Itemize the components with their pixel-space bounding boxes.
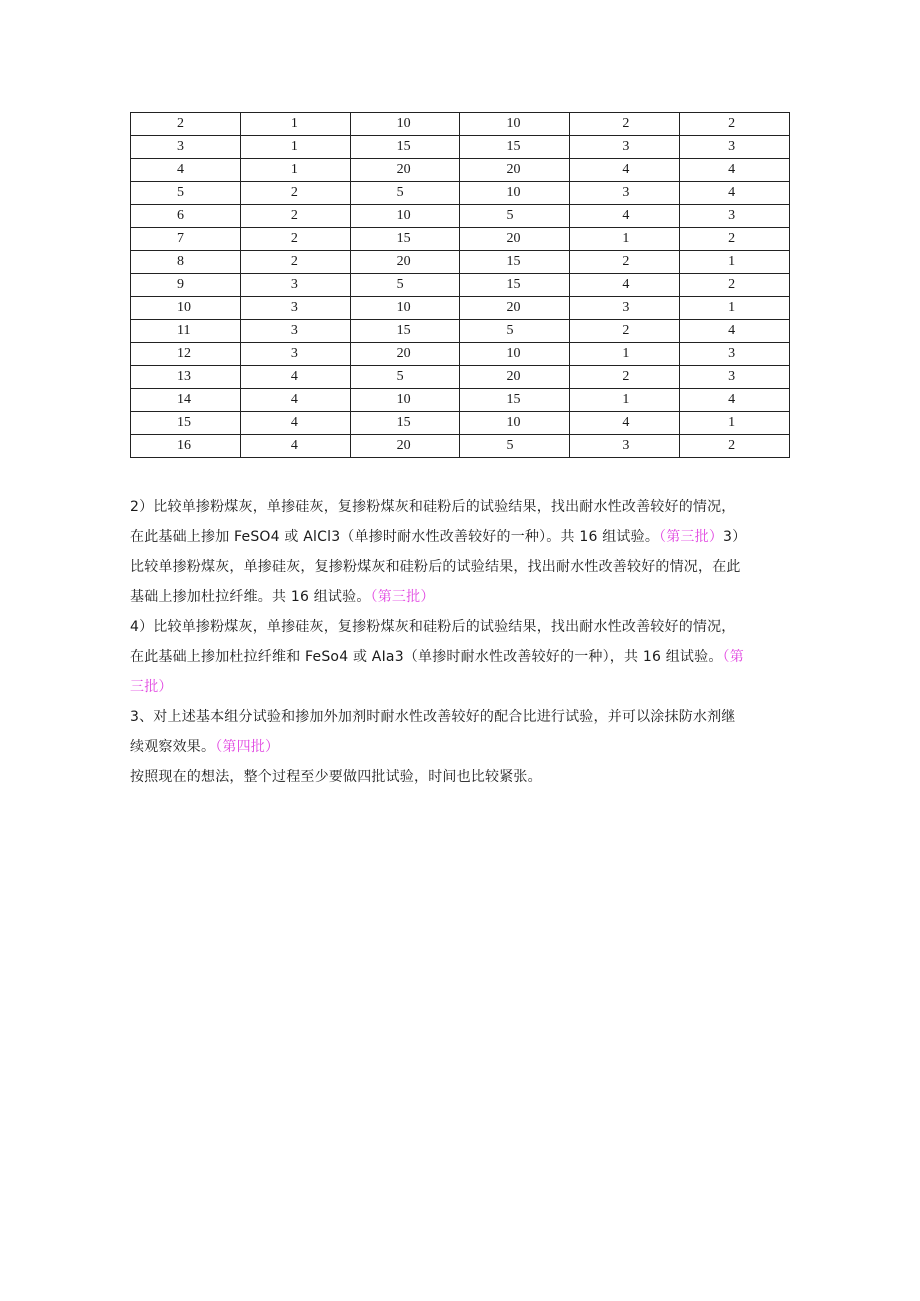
table-cell: 2 — [680, 228, 790, 251]
paragraph-text: 比较单掺粉煤灰，单掺硅灰，复掺粉煤灰和硅粉后的试验结果，找出耐水性改善较好的情况，在此 — [130, 559, 741, 575]
table-cell: 2 — [570, 113, 680, 136]
table-cell: 3 — [131, 136, 241, 159]
table-cell: 10 — [460, 412, 570, 435]
batch-note: （第 — [722, 649, 744, 665]
table-row — [131, 366, 790, 389]
table-cell: 3 — [240, 320, 350, 343]
table-row — [131, 389, 790, 412]
table-cell: 4 — [570, 205, 680, 228]
table-cell: 20 — [460, 297, 570, 320]
table-cell: 2 — [240, 205, 350, 228]
table-cell: 3 — [240, 297, 350, 320]
table-cell: 3 — [680, 343, 790, 366]
table-cell: 10 — [460, 182, 570, 205]
body-text — [130, 492, 792, 792]
table-cell: 10 — [350, 297, 460, 320]
table-cell: 2 — [570, 366, 680, 389]
paragraph-text: 2）比较单掺粉煤灰，单掺硅灰，复掺粉煤灰和硅粉后的试验结果，找出耐水性改善较好的情况， — [130, 499, 736, 515]
table-cell: 10 — [131, 297, 241, 320]
table-cell: 15 — [131, 412, 241, 435]
table-cell: 3 — [680, 136, 790, 159]
table-cell: 20 — [350, 159, 460, 182]
table-cell: 2 — [240, 182, 350, 205]
paragraph-text: 按照现在的想法，整个过程至少要做四批试验，时间也比较紧张。 — [130, 769, 542, 785]
table-row — [131, 113, 790, 136]
paragraph-2 — [130, 492, 792, 612]
table-cell: 2 — [570, 251, 680, 274]
table-cell: 3 — [570, 297, 680, 320]
table-row — [131, 159, 790, 182]
table-cell: 2 — [680, 113, 790, 136]
table-cell: 11 — [131, 320, 241, 343]
paragraph-text: 4）比较单掺粉煤灰，单掺硅灰，复掺粉煤灰和硅粉后的试验结果，找出耐水性改善较好的情况， — [130, 619, 736, 635]
table-cell: 9 — [131, 274, 241, 297]
table-cell: 5 — [350, 366, 460, 389]
table-cell: 1 — [240, 136, 350, 159]
table-row — [131, 435, 790, 458]
experiment-table-body — [131, 113, 790, 458]
table-cell: 15 — [460, 389, 570, 412]
batch-note: （第三批） — [370, 589, 435, 605]
table-cell: 10 — [460, 113, 570, 136]
table-cell: 5 — [460, 320, 570, 343]
paragraph-text: 在此基础上掺加 FeSO4 或 AlCl3（单掺时耐水性改善较好的一种）。共 16 组试验。 — [130, 529, 660, 545]
table-cell: 1 — [570, 343, 680, 366]
table-cell: 10 — [350, 205, 460, 228]
table-cell: 16 — [131, 435, 241, 458]
table-cell: 20 — [350, 435, 460, 458]
table-cell: 3 — [570, 435, 680, 458]
table-cell: 10 — [350, 113, 460, 136]
table-row — [131, 182, 790, 205]
table-cell: 4 — [240, 366, 350, 389]
table-cell: 3 — [680, 366, 790, 389]
table-cell: 12 — [131, 343, 241, 366]
table-cell: 20 — [350, 343, 460, 366]
table-cell: 20 — [460, 228, 570, 251]
table-cell: 20 — [460, 366, 570, 389]
table-cell: 20 — [350, 251, 460, 274]
table-cell: 3 — [570, 182, 680, 205]
batch-note: （第三批） — [659, 529, 724, 545]
table-cell: 4 — [570, 274, 680, 297]
batch-note: （第四批） — [215, 739, 280, 755]
table-cell: 4 — [680, 389, 790, 412]
experiment-table — [130, 112, 790, 458]
table-cell: 3 — [240, 343, 350, 366]
table-cell: 5 — [460, 435, 570, 458]
table-cell: 15 — [350, 228, 460, 251]
table-cell: 3 — [680, 205, 790, 228]
table-cell: 2 — [240, 228, 350, 251]
paragraph-summary — [130, 762, 792, 792]
table-cell: 2 — [131, 113, 241, 136]
table-cell: 4 — [240, 389, 350, 412]
table-cell: 7 — [131, 228, 241, 251]
table-cell: 15 — [350, 412, 460, 435]
table-cell: 10 — [350, 389, 460, 412]
table-cell: 4 — [131, 159, 241, 182]
table-cell: 1 — [680, 251, 790, 274]
table-cell: 5 — [350, 274, 460, 297]
table-cell: 1 — [570, 228, 680, 251]
table-cell: 3 — [240, 274, 350, 297]
table-cell: 1 — [240, 113, 350, 136]
table-row — [131, 251, 790, 274]
table-cell: 3 — [570, 136, 680, 159]
table-cell: 14 — [131, 389, 241, 412]
table-row — [131, 228, 790, 251]
table-row — [131, 297, 790, 320]
table-cell: 5 — [131, 182, 241, 205]
table-row — [131, 320, 790, 343]
table-cell: 2 — [680, 274, 790, 297]
table-cell: 4 — [240, 435, 350, 458]
table-cell: 13 — [131, 366, 241, 389]
paragraph-text: 在此基础上掺加杜拉纤维和 FeSo4 或 AIa3（单掺时耐水性改善较好的一种），共 16 组试验。 — [130, 649, 723, 665]
table-cell: 1 — [680, 412, 790, 435]
batch-note: 三批） — [130, 679, 173, 695]
table-cell: 15 — [460, 251, 570, 274]
table-cell: 4 — [240, 412, 350, 435]
paragraph-number: 3） — [723, 529, 747, 545]
paragraph-3-section — [130, 702, 792, 762]
table-cell: 15 — [460, 136, 570, 159]
table-cell: 4 — [680, 159, 790, 182]
paragraph-4 — [130, 612, 792, 702]
table-row — [131, 343, 790, 366]
table-cell: 4 — [570, 159, 680, 182]
table-cell: 15 — [350, 320, 460, 343]
table-cell: 1 — [570, 389, 680, 412]
table-cell: 20 — [460, 159, 570, 182]
paragraph-text: 续观察效果。 — [130, 739, 216, 755]
table-cell: 15 — [460, 274, 570, 297]
table-cell: 1 — [240, 159, 350, 182]
table-cell: 2 — [240, 251, 350, 274]
table-cell: 5 — [460, 205, 570, 228]
table-cell: 4 — [680, 182, 790, 205]
table-row — [131, 136, 790, 159]
table-row — [131, 274, 790, 297]
table-cell: 4 — [570, 412, 680, 435]
table-row — [131, 205, 790, 228]
table-cell: 5 — [350, 182, 460, 205]
table-cell: 15 — [350, 136, 460, 159]
table-cell: 2 — [570, 320, 680, 343]
paragraph-text: 3、对上述基本组分试验和掺加外加剂时耐水性改善较好的配合比进行试验，并可以涂抹防水剂继 — [130, 709, 736, 725]
table-cell: 2 — [680, 435, 790, 458]
table-cell: 8 — [131, 251, 241, 274]
table-cell: 10 — [460, 343, 570, 366]
table-cell: 1 — [680, 297, 790, 320]
paragraph-text: 基础上掺加杜拉纤维。共 16 组试验。 — [130, 589, 371, 605]
table-row — [131, 412, 790, 435]
table-cell: 6 — [131, 205, 241, 228]
table-cell: 4 — [680, 320, 790, 343]
